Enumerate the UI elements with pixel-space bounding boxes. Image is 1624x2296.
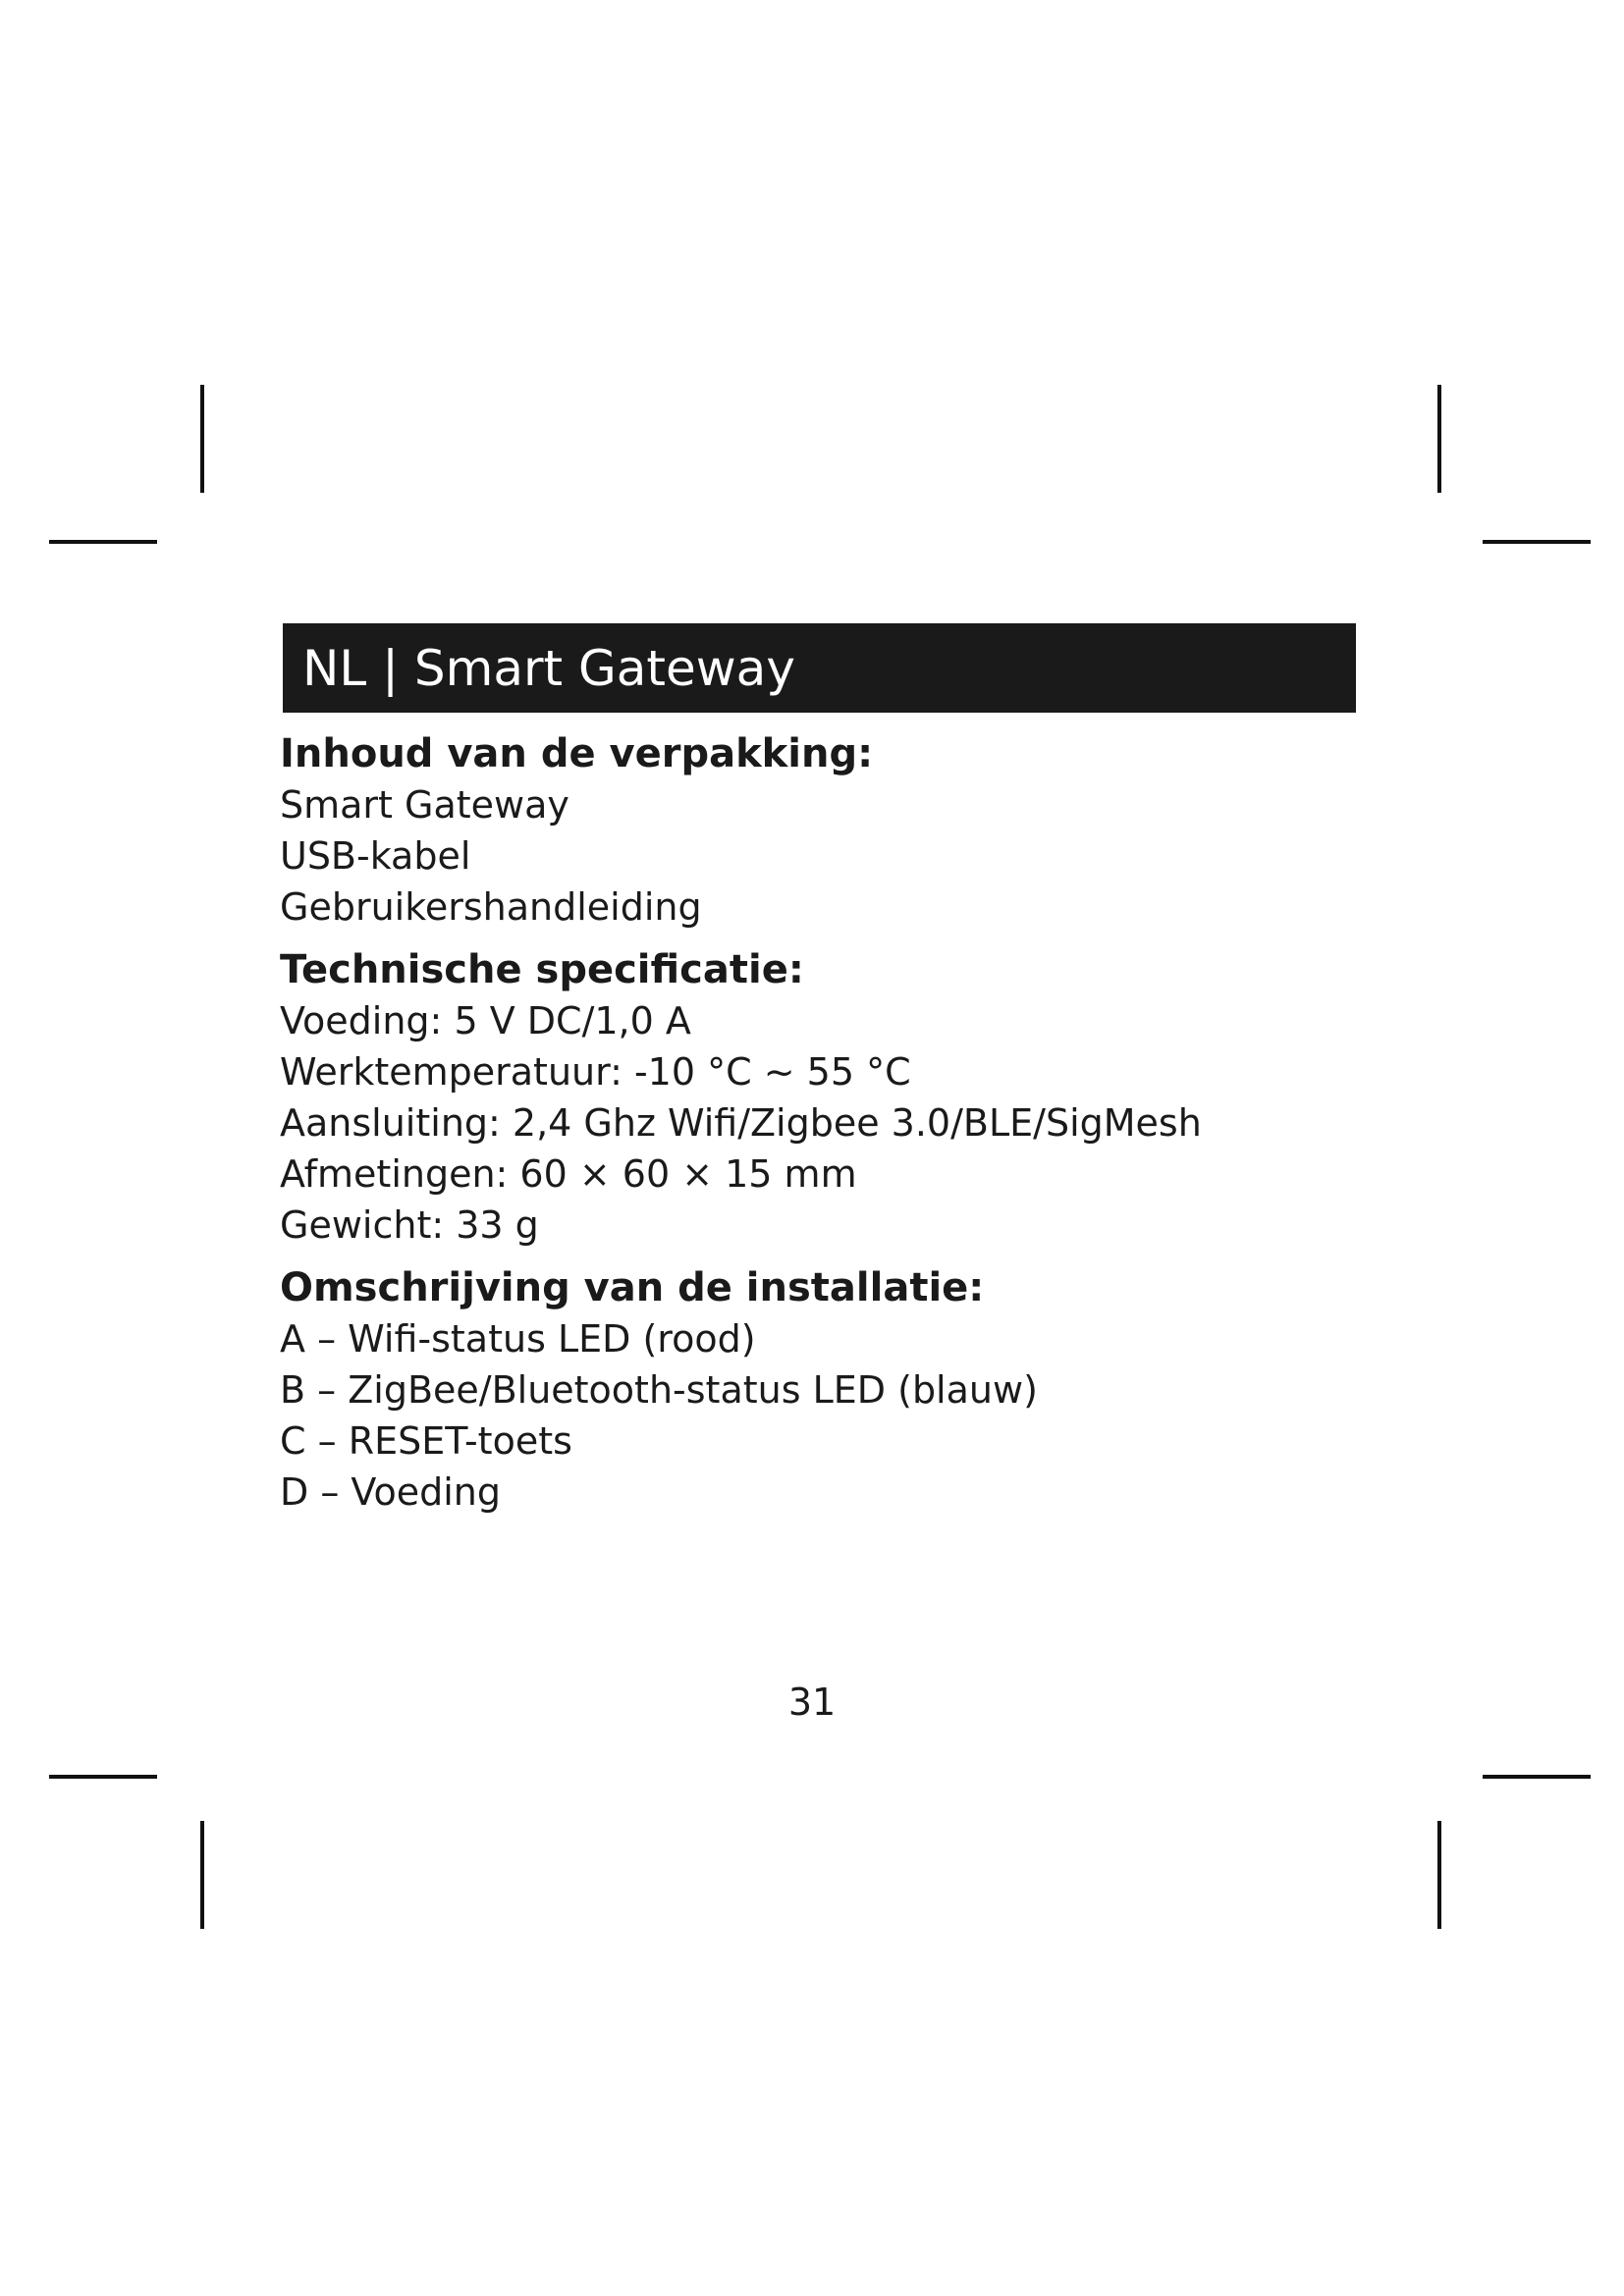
crop-mark-top-right-vertical [1437,385,1441,493]
crop-mark-bottom-right-vertical [1437,1821,1441,1929]
crop-mark-bottom-right-horizontal [1483,1775,1591,1779]
section-heading: Technische specificatie: [280,947,804,992]
list-item: Smart Gateway [280,783,569,827]
list-item: B – ZigBee/Bluetooth-status LED (blauw) [280,1368,1038,1412]
title-banner [283,623,1356,713]
spec-item: Werktemperatuur: -10 °C ~ 55 °C [280,1050,911,1094]
section-heading: Omschrijving van de installatie: [280,1265,985,1310]
manual-content [280,728,1360,1529]
section-technical-specs [280,944,1360,1251]
spec-item: Afmetingen: 60 × 60 × 15 mm [280,1152,857,1196]
list-item: USB-kabel [280,834,471,878]
list-item: A – Wifi-status LED (rood) [280,1317,756,1361]
list-item: D – Voeding [280,1470,501,1514]
crop-mark-bottom-left-horizontal [49,1775,157,1779]
page-number: 31 [787,1681,837,1724]
crop-mark-bottom-left-vertical [200,1821,204,1929]
crop-mark-top-right-horizontal [1483,540,1591,544]
spec-item: Aansluiting: 2,4 Ghz Wifi/Zigbee 3.0/BLE/SigMesh [280,1101,1202,1145]
list-item: Gebruikershandleiding [280,885,702,929]
list-item: C – RESET-toets [280,1419,572,1463]
crop-mark-top-left-vertical [200,385,204,493]
spec-item: Gewicht: 33 g [280,1203,539,1247]
crop-mark-top-left-horizontal [49,540,157,544]
spec-item: Voeding: 5 V DC/1,0 A [280,999,691,1042]
page-title: NL | Smart Gateway [302,639,795,697]
section-heading: Inhoud van de verpakking: [280,731,874,776]
section-installation-description [280,1262,1360,1518]
section-package-contents [280,728,1360,933]
